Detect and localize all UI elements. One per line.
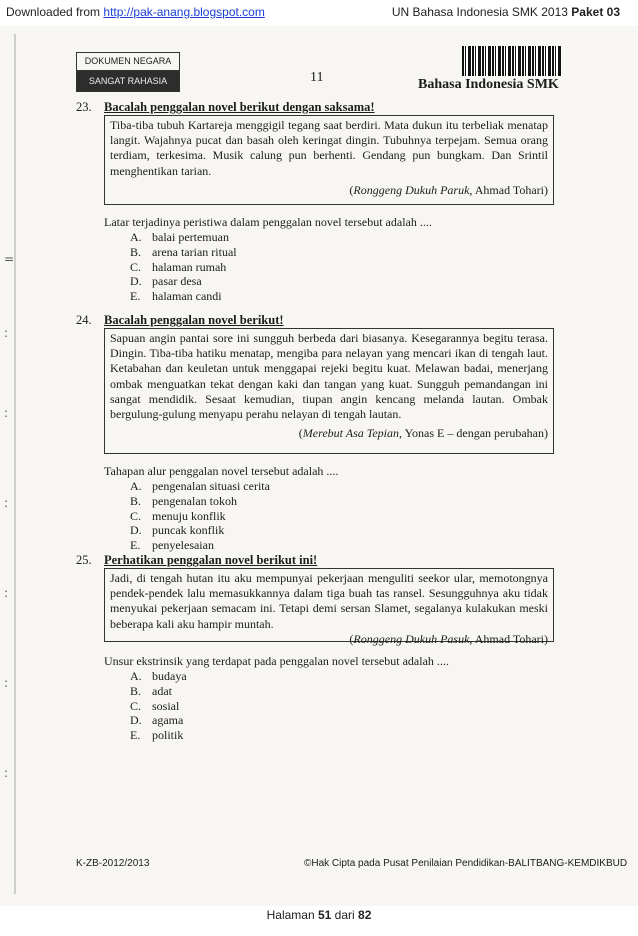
options-list <box>130 479 270 553</box>
option-letter: C. <box>130 259 142 274</box>
exam-title-text: UN Bahasa Indonesia SMK 2013 <box>391 5 572 19</box>
scanned-page <box>0 26 638 906</box>
option-c[interactable] <box>130 260 237 275</box>
passage-box <box>104 115 554 205</box>
download-banner <box>0 0 638 26</box>
copyright-notice: ©Hak Cipta pada Pusat Penilaian Pendidikan-BALITBANG-KEMDIKBUD <box>304 858 628 869</box>
exam-title <box>392 5 620 19</box>
option-letter: A. <box>130 669 142 683</box>
option-letter: A. <box>130 230 142 244</box>
option-a[interactable] <box>130 479 270 494</box>
source-author: , Yonas E – dengan perubahan) <box>399 426 548 441</box>
doc-label-top: DOKUMEN NEGARA <box>77 53 179 71</box>
option-letter: A. <box>130 479 142 493</box>
option-letter: B. <box>130 683 142 698</box>
passage-source: (Merebut Asa Tepian, Yonas E – dengan perubahan) <box>298 426 548 441</box>
question-text: Tahapan alur penggalan novel tersebut adalah .... <box>104 464 339 478</box>
option-letter: D. <box>130 523 142 538</box>
option-letter: B. <box>130 493 142 508</box>
option-text: budaya <box>152 669 187 683</box>
option-text: puncak konflik <box>152 523 225 538</box>
option-c[interactable] <box>130 699 187 714</box>
option-b[interactable] <box>130 494 270 509</box>
page-mid: dari <box>331 908 359 922</box>
source-title: Ronggeng Dukuh Pasuk <box>353 631 470 646</box>
option-text: balai pertemuan <box>152 230 229 244</box>
classification-stamp <box>76 52 180 92</box>
passage-box <box>104 328 554 454</box>
option-text: sosial <box>152 698 180 713</box>
option-text: pengenalan situasi cerita <box>152 479 270 493</box>
margin-mark-icon: : <box>4 766 9 780</box>
option-letter: D. <box>130 274 142 289</box>
question-text: Unsur ekstrinsik yang terdapat pada penggalan novel tersebut adalah .... <box>104 654 449 668</box>
option-e[interactable] <box>130 289 237 304</box>
option-e[interactable] <box>130 728 187 743</box>
page-total: 82 <box>358 908 372 922</box>
margin-mark-icon: : <box>4 326 9 340</box>
option-text: halaman rumah <box>152 259 227 274</box>
packet-label: Paket 03 <box>571 5 620 19</box>
option-letter: D. <box>130 713 142 728</box>
option-d[interactable] <box>130 713 187 728</box>
barcode-icon <box>462 46 562 76</box>
doc-label-bottom: SANGAT RAHASIA <box>77 71 179 91</box>
option-text: politik <box>152 728 184 743</box>
question-number: 24. <box>76 313 92 327</box>
source-title: Merebut Asa Tepian <box>302 426 400 441</box>
download-source <box>6 5 265 19</box>
binding-margin-line <box>14 34 16 894</box>
option-b[interactable] <box>130 245 237 260</box>
option-text: penyelesaian <box>152 538 214 553</box>
option-text: adat <box>152 683 172 698</box>
option-a[interactable] <box>130 230 237 245</box>
margin-mark-icon: : <box>4 586 9 600</box>
page-prefix: Halaman <box>266 908 318 922</box>
option-text: pasar desa <box>152 274 202 289</box>
margin-mark-icon: : <box>4 496 9 510</box>
question-instruction: Bacalah penggalan novel berikut! <box>104 313 284 327</box>
option-text: pengenalan tokoh <box>152 493 237 508</box>
passage-text: Sapuan angin pantai sore ini sungguh berbeda dari biasanya. Kesegarannya begitu terasa. Dingin. Tiba-tiba hatiku menatap, mengiba para nelayan yang mencari ikan di tengah laut. Ketabahan dan keuletan untuk menggapai rejeki begitu kuat. Melawan badai, menerjang ombak menguatkan tekat dengan kaki dan tangan yang kuat. Sungguh pemandangan ini sangat mendidik. Sesaat kemudian, tiupan angin kencang melanda lautan. Ombak bergulung-gulung menyapu perahu nelayan di tengah lautan. <box>110 331 548 422</box>
source-author: , Ahmad Tohari) <box>469 182 548 197</box>
question-number: 23. <box>76 100 92 114</box>
source-link[interactable]: http://pak-anang.blogspot.com <box>103 5 265 19</box>
option-letter: E. <box>130 728 141 743</box>
option-text: halaman candi <box>152 289 222 304</box>
option-d[interactable] <box>130 274 237 289</box>
source-author: , Ahmad Tohari) <box>469 631 548 646</box>
option-d[interactable] <box>130 523 270 538</box>
passage-source: (Ronggeng Dukuh Pasuk, Ahmad Tohari) <box>349 631 548 646</box>
subject-title: Bahasa Indonesia SMK <box>418 77 559 92</box>
passage-text: Tiba-tiba tubuh Kartareja menggigil tegang saat berdiri. Mata dukun itu terbeliak menatap langit. Wajahnya pucat dan basah oleh keringat dingin. Tubuhnya terpejam. Semua orang terdiam, terkesima. Musik calung pun berhenti. Gendang pun bungkam. Dan Srintil menghentikan tarian. <box>110 118 548 178</box>
question-instruction: Bacalah penggalan novel berikut dengan saksama! <box>104 100 375 114</box>
option-letter: E. <box>130 538 141 553</box>
options-list <box>130 669 187 743</box>
option-text: arena tarian ritual <box>152 244 237 259</box>
passage-box <box>104 568 554 646</box>
option-text: agama <box>152 713 184 728</box>
margin-mark-icon: : <box>4 406 9 420</box>
page-current: 51 <box>317 908 332 922</box>
margin-mark-icon: = <box>4 252 15 266</box>
passage-text: Jadi, di tengah hutan itu aku mempunyai pekerjaan menguliti seekor ular, memotongnya pendek-pendek lalu memasukkannya dalam tiga buah tas ransel. Sesungguhnya aku tidak menyukai pekerjaan semacam ini. Tetapi demi sersan Slamet, segalanya kulakukan meski beberapa kali aku hampir muntah. <box>110 571 548 631</box>
option-text: menuju konflik <box>152 508 226 523</box>
option-letter: E. <box>130 289 141 304</box>
question-number: 25. <box>76 553 92 567</box>
option-e[interactable] <box>130 538 270 553</box>
downloaded-from-text: Downloaded from <box>6 5 104 19</box>
question-instruction: Perhatikan penggalan novel berikut ini! <box>104 553 318 567</box>
options-list <box>130 230 237 304</box>
question-text: Latar terjadinya peristiwa dalam penggalan novel tersebut adalah .... <box>104 215 432 229</box>
option-letter: B. <box>130 244 142 259</box>
page-counter <box>0 906 638 936</box>
source-title: Ronggeng Dukuh Paruk <box>353 182 470 197</box>
option-letter: C. <box>130 698 142 713</box>
option-a[interactable] <box>130 669 187 684</box>
passage-source: (Ronggeng Dukuh Paruk, Ahmad Tohari) <box>349 182 548 197</box>
option-c[interactable] <box>130 509 270 524</box>
page-number: 11 <box>310 70 324 85</box>
document-code: K-ZB-2012/2013 <box>76 858 150 869</box>
option-letter: C. <box>130 508 142 523</box>
margin-mark-icon: : <box>4 676 9 690</box>
option-b[interactable] <box>130 684 187 699</box>
